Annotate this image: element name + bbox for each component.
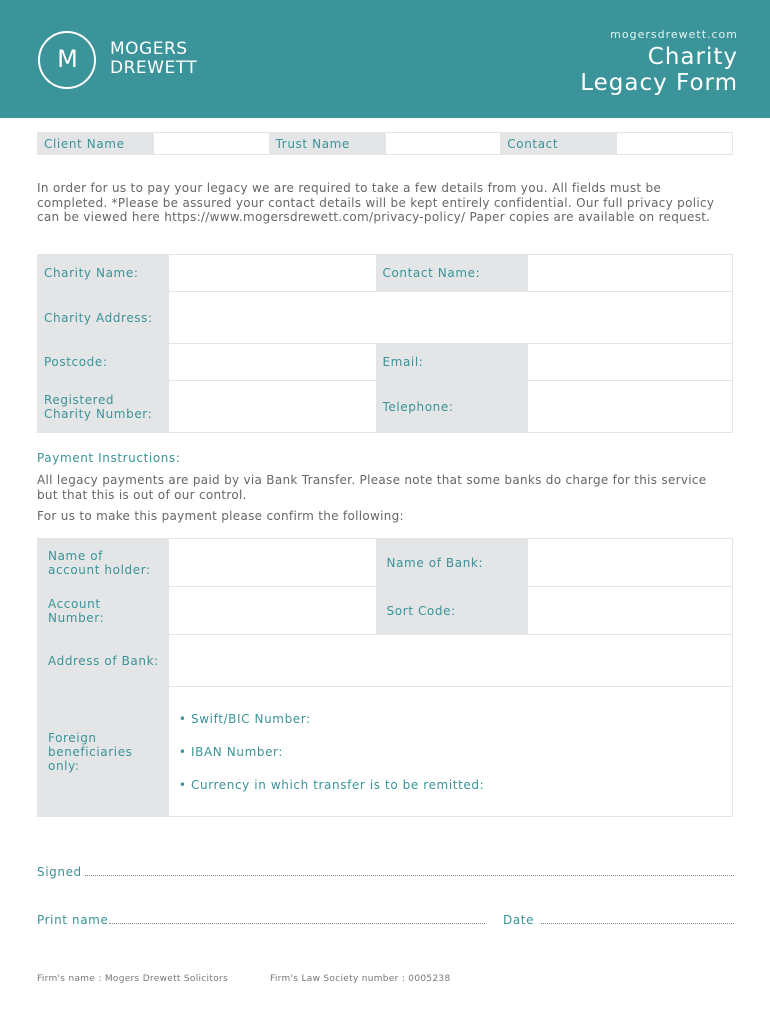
brand-line-1: MOGERS bbox=[110, 39, 188, 59]
charity-details-table bbox=[37, 254, 733, 433]
foreign-beneficiaries-label bbox=[38, 687, 169, 817]
payment-heading: Payment Instructions: bbox=[37, 451, 181, 465]
bank-details-table bbox=[37, 538, 733, 817]
header-banner bbox=[0, 0, 770, 118]
account-number-label-line-1: Account bbox=[48, 596, 101, 611]
foreign-label-line-3: only: bbox=[48, 758, 80, 773]
account-number-label bbox=[38, 587, 169, 635]
form-title-line-1: Charity bbox=[647, 44, 738, 70]
bank-name-label: Name of Bank: bbox=[376, 539, 528, 587]
date-line[interactable] bbox=[541, 914, 734, 924]
brand-line-2: DREWETT bbox=[110, 58, 198, 78]
currency-label: • Currency in which transfer is to be remitted: bbox=[178, 777, 485, 792]
account-holder-label bbox=[38, 539, 169, 587]
signed-line[interactable] bbox=[85, 866, 734, 876]
date-label: Date bbox=[503, 913, 535, 927]
postcode-label: Postcode: bbox=[38, 344, 169, 381]
bank-address-field[interactable] bbox=[168, 635, 732, 687]
payment-text-2: For us to make this payment please confirm the following: bbox=[37, 509, 404, 523]
foreign-beneficiaries-field[interactable] bbox=[168, 687, 732, 817]
client-name-field[interactable] bbox=[153, 133, 269, 155]
postcode-field[interactable] bbox=[168, 344, 376, 381]
foreign-label-line-1: Foreign bbox=[48, 730, 97, 745]
registered-number-label-line-2: Charity Number: bbox=[44, 406, 153, 421]
contact-label: Contact bbox=[501, 133, 617, 155]
charity-name-field[interactable] bbox=[168, 255, 376, 292]
registered-number-field[interactable] bbox=[168, 381, 376, 433]
sort-code-field[interactable] bbox=[528, 587, 733, 635]
intro-text: In order for us to pay your legacy we are required to take a few details from you. All fields must be completed. *Please be assured your contact details will be kept entirely confidential. Our full privacy policy can be viewed here https://www.mogersdrewett.com/privacy-policy/ Paper copies are available on request. bbox=[37, 181, 715, 224]
telephone-label: Telephone: bbox=[376, 381, 528, 433]
bank-address-label: Address of Bank: bbox=[38, 635, 169, 687]
account-holder-field[interactable] bbox=[168, 539, 376, 587]
signed-label: Signed bbox=[37, 865, 82, 879]
account-number-field[interactable] bbox=[168, 587, 376, 635]
contact-field[interactable] bbox=[617, 133, 733, 155]
registered-number-label bbox=[38, 381, 169, 433]
trust-name-field[interactable] bbox=[385, 133, 501, 155]
print-name-line[interactable] bbox=[109, 914, 485, 924]
iban-label: • IBAN Number: bbox=[178, 744, 284, 759]
brand-name bbox=[110, 40, 197, 78]
footer-law-society-number: Firm's Law Society number : 0005238 bbox=[270, 974, 451, 984]
foreign-label-line-2: beneficiaries bbox=[48, 744, 133, 759]
contact-name-field[interactable] bbox=[528, 255, 733, 292]
account-holder-label-line-1: Name of bbox=[48, 548, 103, 563]
trust-name-label: Trust Name bbox=[269, 133, 385, 155]
account-number-label-line-2: Number: bbox=[48, 610, 105, 625]
sort-code-label: Sort Code: bbox=[376, 587, 528, 635]
charity-address-field[interactable] bbox=[168, 292, 732, 344]
swift-bic-label: • Swift/BIC Number: bbox=[178, 711, 311, 726]
footer-firm-name: Firm's name : Mogers Drewett Solicitors bbox=[37, 974, 228, 984]
registered-number-label-line-1: Registered bbox=[44, 392, 115, 407]
charity-name-label: Charity Name: bbox=[38, 255, 169, 292]
logo-mark: M bbox=[57, 45, 77, 73]
account-holder-label-line-2: account holder: bbox=[48, 562, 151, 577]
client-name-label: Client Name bbox=[38, 133, 154, 155]
email-label: Email: bbox=[376, 344, 528, 381]
client-info-table bbox=[37, 132, 733, 155]
bank-name-field[interactable] bbox=[528, 539, 733, 587]
print-name-label: Print name bbox=[37, 913, 109, 927]
website-url: mogersdrewett.com bbox=[610, 28, 738, 41]
charity-address-label: Charity Address: bbox=[38, 292, 169, 344]
logo-icon bbox=[38, 31, 96, 89]
form-title-line-2: Legacy Form bbox=[580, 70, 738, 96]
contact-name-label: Contact Name: bbox=[376, 255, 528, 292]
form-title bbox=[580, 44, 738, 96]
payment-text-1: All legacy payments are paid by via Bank Transfer. Please note that some banks do charge for this service but that this is out of our control. bbox=[37, 473, 707, 502]
telephone-field[interactable] bbox=[528, 381, 733, 433]
email-field[interactable] bbox=[528, 344, 733, 381]
